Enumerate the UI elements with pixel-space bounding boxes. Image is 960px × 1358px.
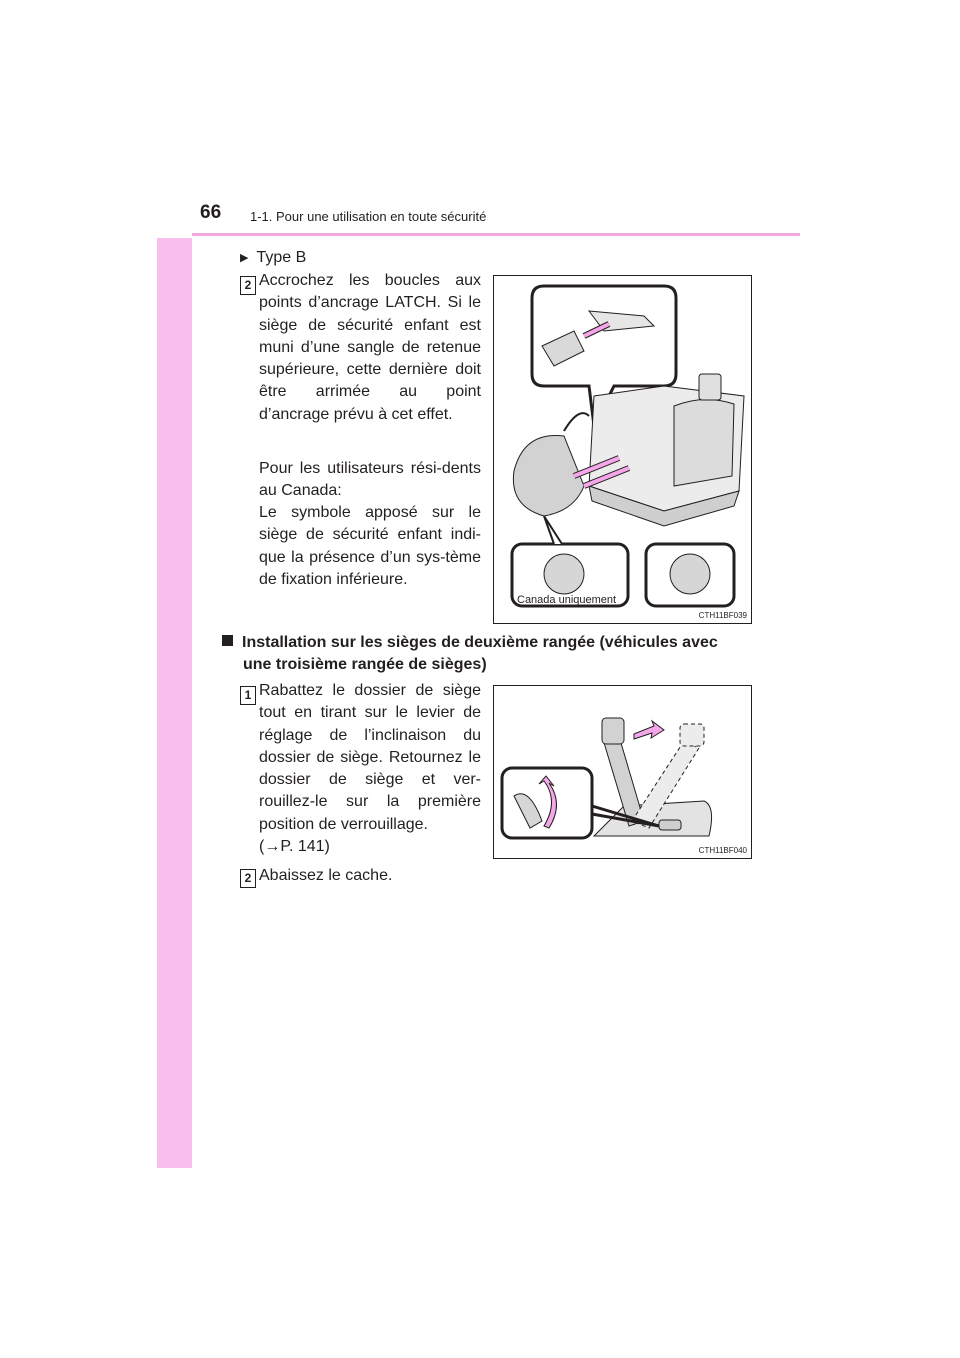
page-number: 66 xyxy=(200,202,222,223)
canada-note-1: Pour les utilisateurs rési-dents au Canada: xyxy=(259,460,481,500)
sidebar-band xyxy=(157,186,192,1168)
latch-illustration xyxy=(494,276,751,623)
figure-code-039: CTH11BF039 xyxy=(698,611,747,620)
step-1-reference: (→P. 141) xyxy=(259,838,330,855)
header-rule xyxy=(192,233,800,236)
section-heading xyxy=(222,632,762,677)
figure-code-040: CTH11BF040 xyxy=(698,846,747,855)
step-2b-text: Abaissez le cache. xyxy=(259,867,393,884)
step-badge-2: 2 xyxy=(240,276,256,295)
square-bullet-icon xyxy=(222,635,233,646)
latch-figure xyxy=(493,275,752,624)
type-b-heading xyxy=(240,247,306,270)
canada-only-label: Canada uniquement xyxy=(517,594,617,606)
fold-seat-illustration xyxy=(494,686,751,858)
canada-note-2: Le symbole apposé sur le siège de sécurité enfant indi-que la présence d’un sys-tème de fixation inférieure. xyxy=(259,504,481,588)
step-1-text: Rabattez le dossier de siège tout en tirant sur le levier de réglage de l’inclinaison du dossier de siège. Retournez le dossier de siège et ver-rouillez-le sur la première position de verrouillage. xyxy=(259,682,481,833)
step-2-text: Accrochez les boucles aux points d’ancrage LATCH. Si le siège de sécurité enfant est muni d’une sangle de retenue supérieure, cette dernière doit être arrimée au point d’ancrage prévu à cet effet. xyxy=(259,272,481,423)
section-heading-line2: une troisième rangée de sièges) xyxy=(243,656,487,674)
step-badge-1: 1 xyxy=(240,686,256,705)
triangle-bullet-icon: ▶ xyxy=(240,252,249,264)
fold-seat-figure xyxy=(493,685,752,859)
type-b-label: Type B xyxy=(256,249,307,266)
step-badge-2b: 2 xyxy=(240,869,256,888)
section-heading-line1: Installation sur les sièges de deuxième rangée (véhicules avec xyxy=(242,634,718,651)
chapter-title: 1-1. Pour une utilisation en toute sécurité xyxy=(250,209,487,224)
